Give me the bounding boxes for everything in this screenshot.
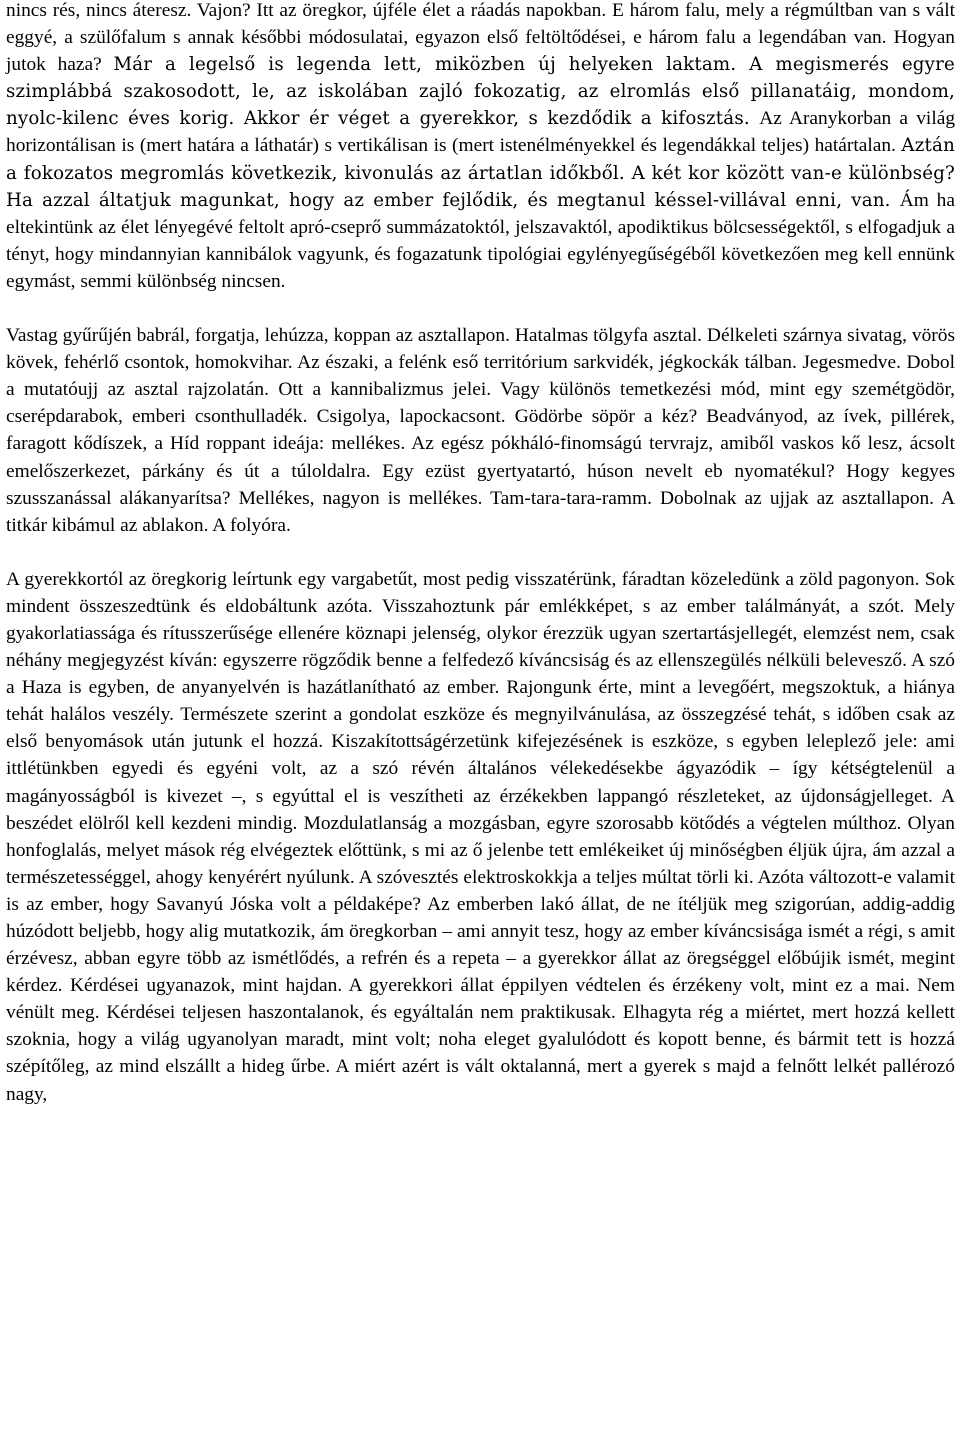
text-span: Már a legelső is legenda lett, miközben új helyeken laktam. A megismerés egyre szimplábbá szakosodott, le, az iskolában zajló fokozatig, az elromlás első pillanatáig, mondom, nyolc-kilenc éves korig. Akkor ér véget a gyerekkor, s kezdődik a kifosztás. [6,54,955,130]
paragraph-spacer [6,539,955,566]
paragraph-1 [6,0,955,295]
paragraph-3 [6,566,955,1108]
document-body [6,0,955,1108]
text-span: nincs rés, nincs áteresz. Vajon? Itt az öregkor, újféle élet a ráadás napokban. E három falu, mely a régmúltban van s vált eggyé, a szülőfalum s annak későbbi módosulatai, egyazon első feltöltődései, e három falu a legendában van. Hogyan jutok haza? [6,0,955,76]
paragraph-2 [6,322,955,539]
text-span: Az Aranykorban a világ horizontálisan is (mert határa a láthatár) s vertikálisan is (mert istenélményekkel és legendákkal teljes) határtalan. [6,108,956,157]
text-span: Ám ha eltekintünk az élet lényegévé feltolt apró-cseprő summázatoktól, jelszavaktól, apodiktikus bölcsességektől, s elfogadjuk a tényt, hogy mindannyian kannibálok vagyunk, és fogazatunk tipológiai egylényegűségéből következően meg kell ennünk egymást, semmi különbség nincsen. [6,189,955,292]
text-span: Aztán a fokozatos megromlás következik, kivonulás az ártatlan időkből. A két kor között van-e különbség? Ha azzal áltatjuk magunkat, hogy az ember fejlődik, és megtanul késsel-villával enni, van. [6,135,955,211]
text-span: A gyerekkortól az öregkorig leírtunk egy vargabetűt, most pedig visszatérünk, fáradtan közeledünk a zöld pagonyon. Sok mindent összeszedtünk és eldobáltunk azóta. Visszahoztunk pár emlékképet, s az ember találmányát, a szót. Mely gyakorlatiassága és rítusszerűsége ellenére köznapi jelenség, olykor érezzük ugyan szertartásjellegét, elemzést nem, csak néhány megjegyzést kíván: egyszerre rögződik benne a felfedező kíváncsiság és az ellenszegülés nélküli belevesző. A szó a Haza is egyben, de anyanyelvén is hazátlanítható az ember. Rajongunk érte, mint a levegőért, megszoktuk, a hiánya tehát halálos veszély. Természete szerint a gondolat eszköze és megnyilvánulása, az összegzésé tehát, s időben csak az első benyomások után jutunk el hozzá. Kiszakítottságérzetünk kifejezésének is eszköze, s egyben leleplező jele: ami ittlétünkben egyedi és egyéni volt, az a szó révén általános vélekedésekbe ágyazódik – így kétségtelenül a magányosságból is kivezet –, s egyúttal el is veszítheti az érzékekben lappangó részleteket, az újdonságjelleget. A beszédet elölről kell kezdeni mindig. Mozdulatlanság a mozgásban, egyre szorosabb kötődés a végtelen múlthoz. Olyan honfoglalás, melyet mások rég elvégeztek előttünk, s mi az ő jelenbe tett emlékeiket új minőségben éljük újra, ám azzal a természetességgel, ahogy kenyérért nyúlunk. A szóvesztés elektroskokkja a teljes múltat törli ki. Azóta változott-e valamit is az ember, hogy Savanyú Jóska volt a példaképe? Az emberben lakó állat, de ne ítéljük meg szigorúan, addig-addig húzódott beljebb, hogy alig mutatkozik, ám öregkorban – ami annyit tesz, hogy az ember kíváncsisága ismét a régi, s amit érzévesz, abban egyre több az ismétlődés, a refrén és a repeta – a gyerekkor állat az öregséggel előbújik ismét, megint kérdez. Kérdései ugyanazok, mint hajdan. A gyerekkori állat éppilyen védtelen és érzékeny volt, mint ez a mai. Nem vénült meg. Kérdései teljesen haszontalanok, és egyáltalán nem praktikusak. Elhagyta rég a miértet, mert hozzá kellett szoknia, hogy a világ ugyanolyan maradt, mint volt; noha eleget gyalulódott és kopott benne, és bármit tett is hozzá szépítőleg, az mind elszállt a hideg űrbe. A miért azért is vált oktalanná, mert a gyerek s majd a felnőtt lelkét pallérozó nagy, [6,568,955,1105]
text-span: Vastag gyűrűjén babrál, forgatja, lehúzza, koppan az asztallapon. Hatalmas tölgyfa asztal. Délkeleti szárnya sivatag, vörös kövek, fehérlő csontok, homokvihar. Az északi, a felénk eső territórium sarkvidék, jégkockák tálban. Jegesmedve. Dobol a mutatóujj az asztal rajzolatán. Ott a kannibalizmus jelei. Vagy különös temetkezési mód, mint egy szemétgödör, cserépdarabok, emberi csonthulladék. Csigolya, lapockacsont. Gödörbe söpör a kéz? Beadványod, az ívek, pillérek, faragott kődíszek, a Híd roppant ideája: mellékes. Az egész pókháló-finomságú tervrajz, amiből vaskos kő lesz, ácsolt emelőszerkezet, párkány és út a túloldalra. Egy ezüst gyertyatartó, húson nevelt eb nyomatékul? Hogy kegyes szusszanással alákanyarítsa? Mellékes, nagyon is mellékes. Tam-tara-tara-ramm. Dobolnak az ujjak az asztallapon. A titkár kibámul az ablakon. A folyóra. [6,325,955,536]
paragraph-spacer [6,295,955,322]
